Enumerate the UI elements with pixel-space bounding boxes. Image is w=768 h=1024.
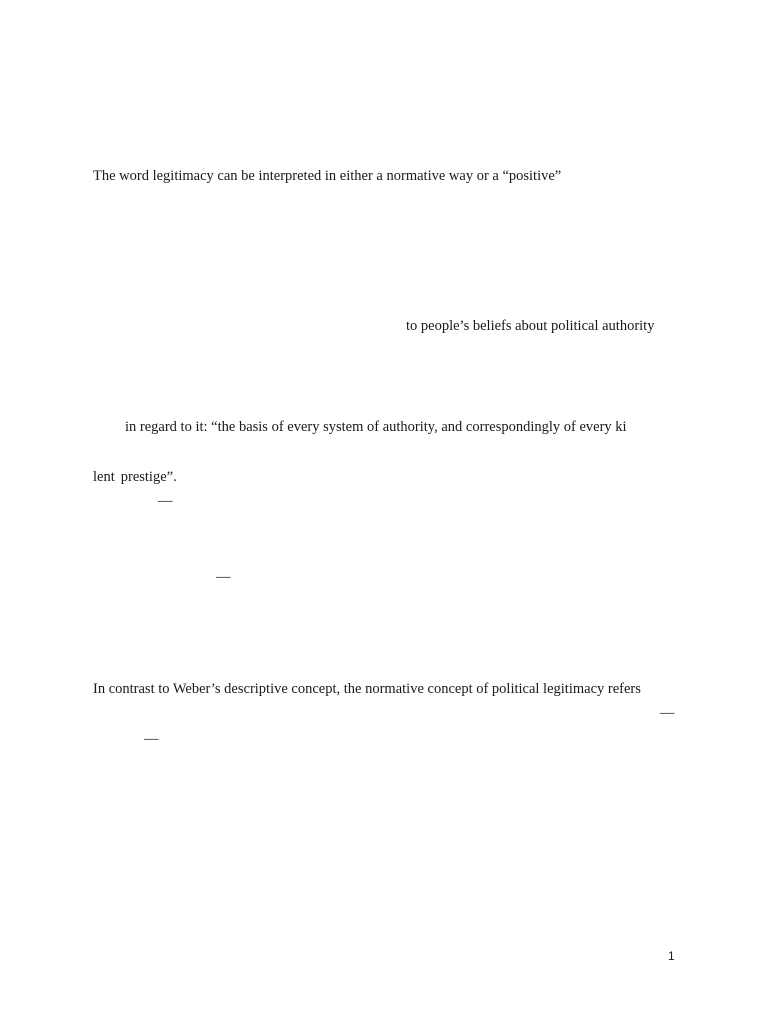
- page-number: 1: [668, 949, 675, 963]
- text-line-5: In contrast to Weber’s descriptive concept, the normative concept of political legitimacy refers: [93, 681, 641, 697]
- em-dash-3: —: [660, 705, 675, 721]
- em-dash-2: —: [216, 569, 231, 585]
- text-line-4: [93, 470, 177, 485]
- em-dash-1: —: [158, 493, 173, 509]
- text-line-1: The word legitimacy can be interpreted in either a normative way or a “positive”: [93, 168, 562, 184]
- text-line-2: to people’s beliefs about political authority: [406, 318, 655, 334]
- text-fragment-lent: lent: [93, 469, 115, 485]
- em-dash-4: —: [144, 731, 159, 747]
- text-fragment-prestige: prestige”.: [120, 469, 177, 485]
- text-line-3: in regard to it: “the basis of every system of authority, and correspondingly of every ki: [125, 419, 627, 435]
